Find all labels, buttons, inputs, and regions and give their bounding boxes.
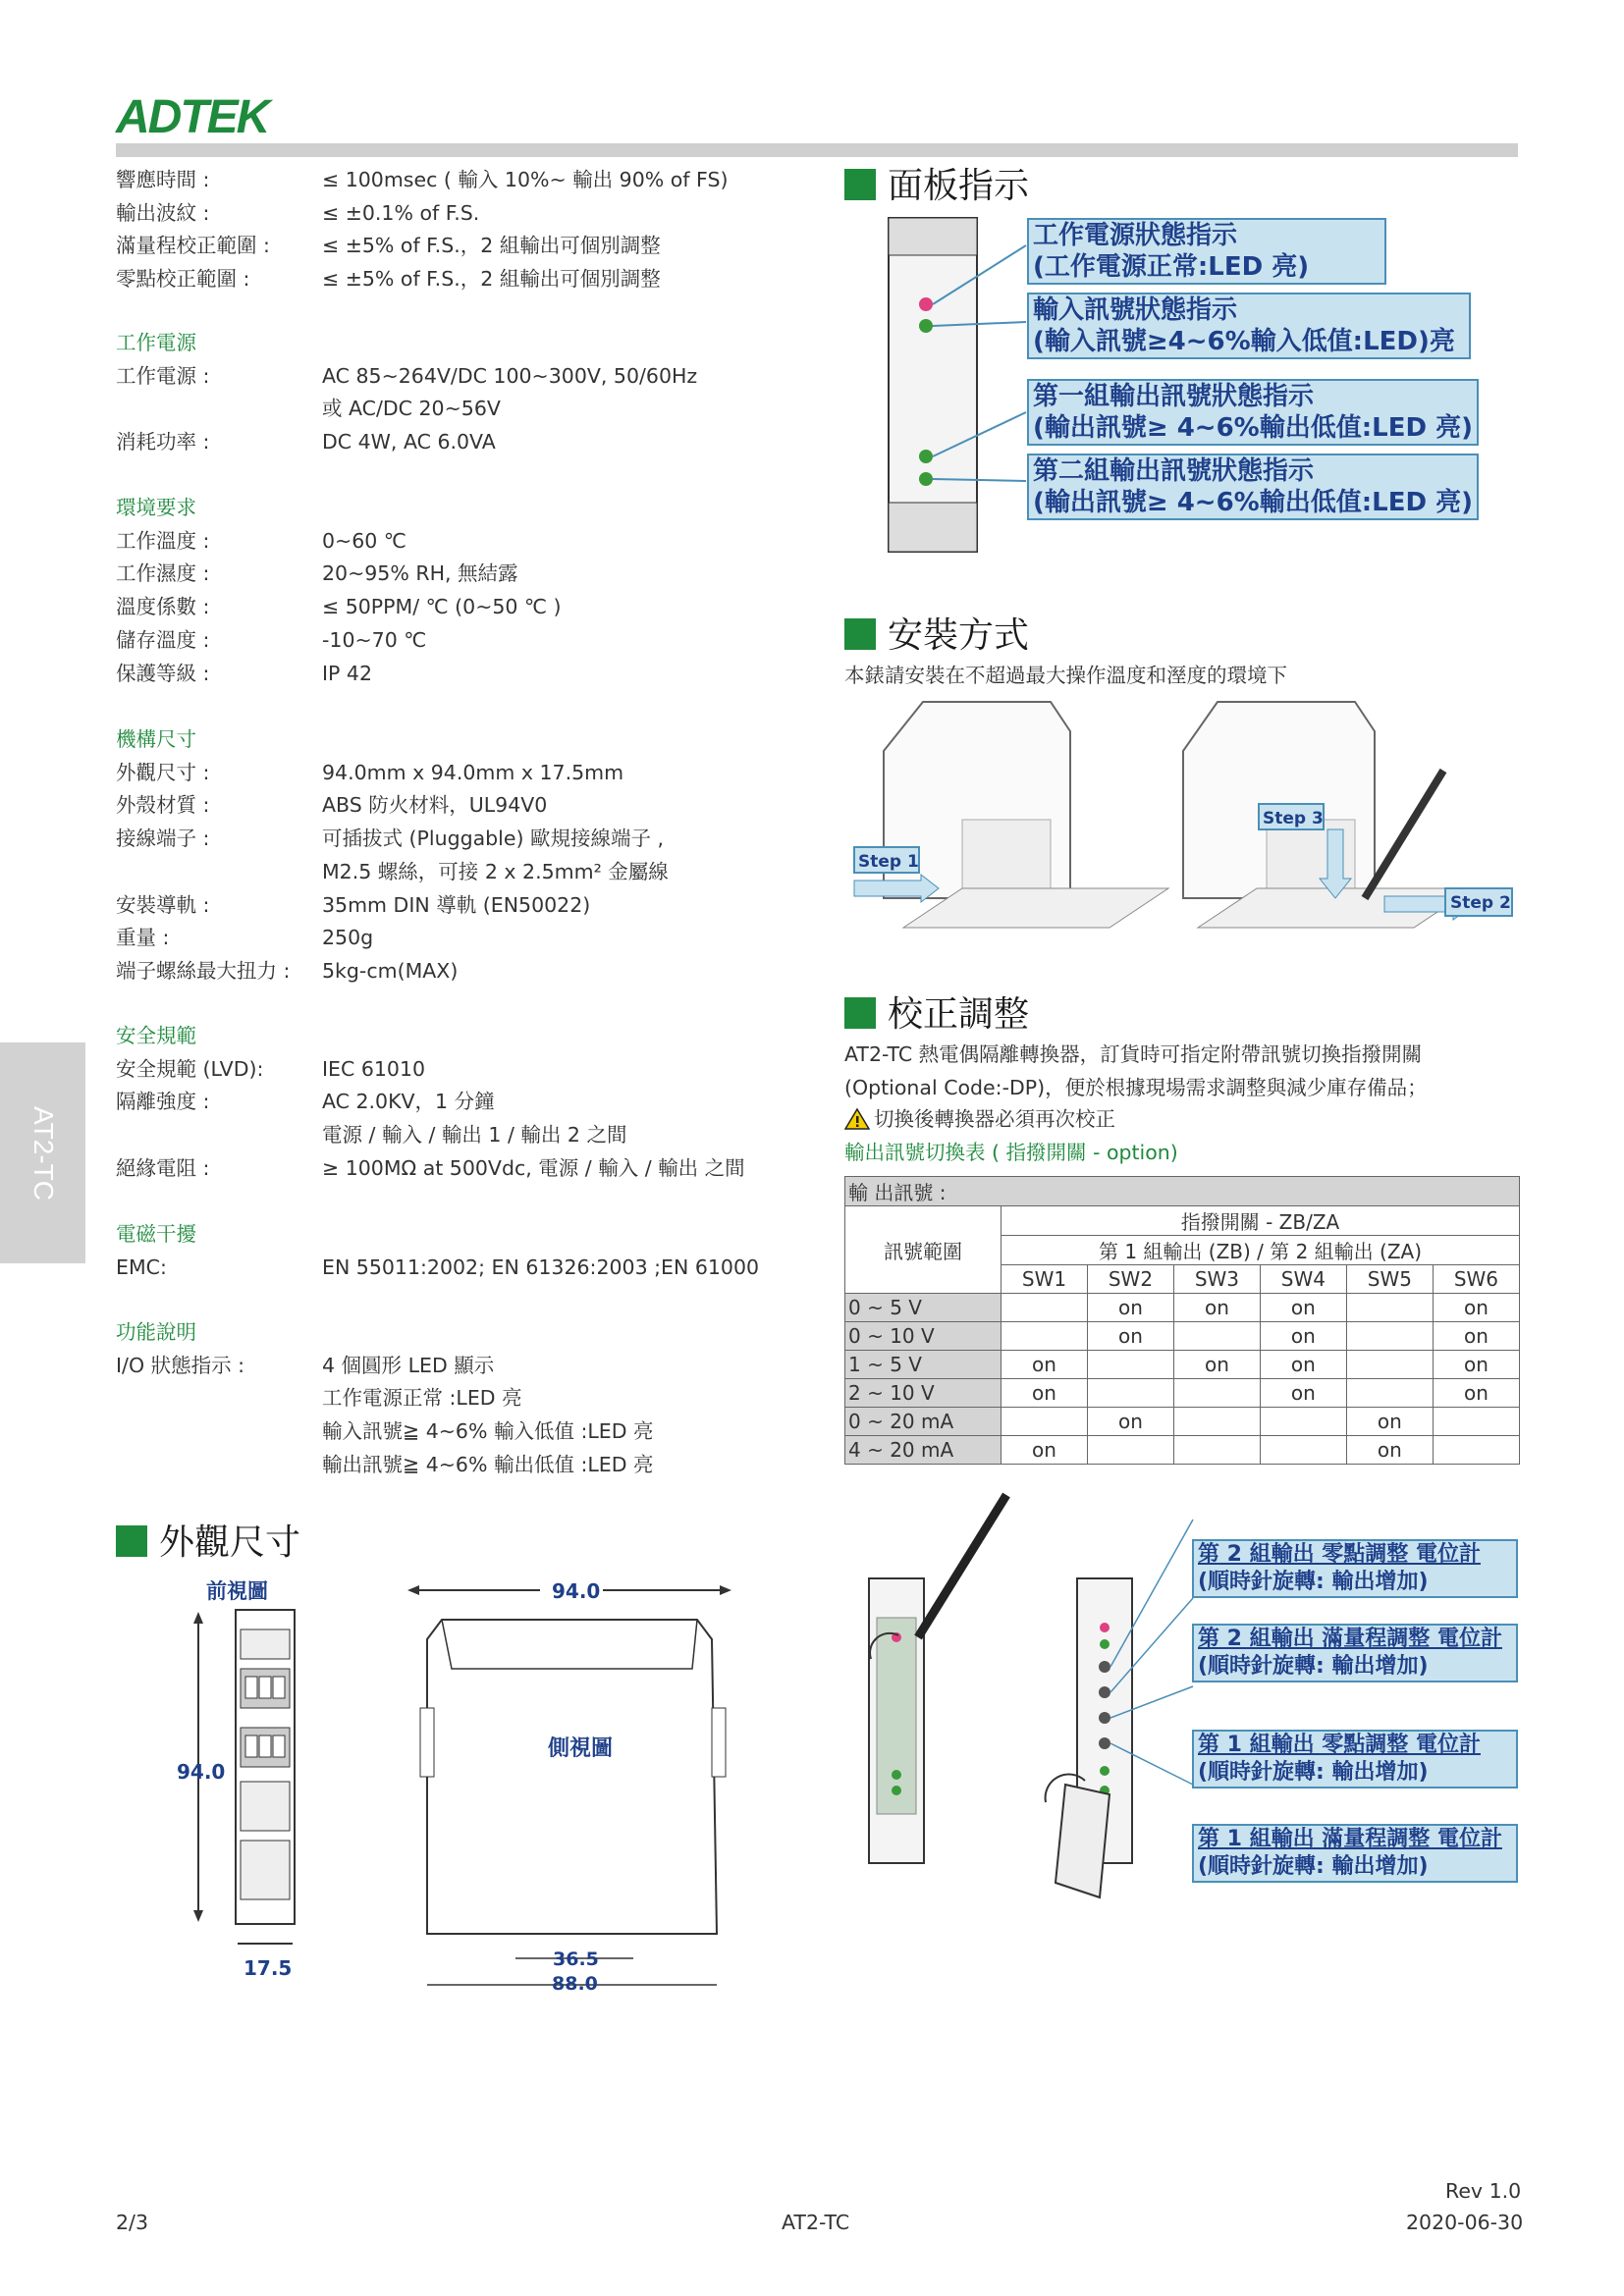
spec-key: 消耗功率 : <box>116 430 210 454</box>
pot-callout-4: 第 1 組輸出 滿量程調整 電位計 (順時針旋轉: 輸出增加) <box>1192 1824 1518 1883</box>
section-title: 環境要求 <box>116 496 196 519</box>
switch-cell <box>1173 1436 1260 1465</box>
calib-line4: 輸出訊號切換表 ( 指撥開關 - option) <box>844 1141 1178 1164</box>
switch-cell <box>1433 1408 1519 1436</box>
table-row <box>845 1408 1520 1436</box>
group-header: 第 1 組輸出 (ZB) / 第 2 組輸出 (ZA) <box>1001 1236 1520 1265</box>
switch-cell <box>1001 1408 1088 1436</box>
footer-rev: Rev 1.0 <box>1445 2179 1522 2203</box>
side-tab-label: AT2-TC <box>27 1105 59 1201</box>
table-title: 輸 出訊號 : <box>845 1177 1520 1206</box>
spec-row <box>116 855 803 888</box>
spec-key: 滿量程校正範圍 : <box>116 234 270 258</box>
calib-line2: (Optional Code:-DP)，便於根據現場需求調整與減少庫存備品； <box>844 1076 1428 1099</box>
switch-cell: on <box>1173 1351 1260 1379</box>
switch-cell: on <box>1260 1294 1346 1322</box>
spec-row <box>116 1381 803 1415</box>
switch-cell: on <box>1087 1408 1173 1436</box>
spec-value: 20~95% RH, 無結露 <box>322 561 518 586</box>
spec-value: AC 85~264V/DC 100~300V, 50/60Hz <box>322 363 698 388</box>
front-view-label: 前視圖 <box>206 1579 268 1603</box>
spec-row <box>116 425 803 458</box>
warning-icon <box>844 1107 870 1131</box>
spec-key: 隔離強度 : <box>116 1090 210 1114</box>
switch-cell: on <box>1001 1436 1088 1465</box>
switch-cell: on <box>1433 1351 1519 1379</box>
spec-value: IP 42 <box>322 661 373 685</box>
spec-row <box>116 392 803 425</box>
switch-cell: on <box>1433 1294 1519 1322</box>
spec-row <box>116 756 803 789</box>
range-cell: 4 ~ 20 mA <box>845 1436 1001 1465</box>
sw-header-cell: SW5 <box>1346 1265 1433 1294</box>
spec-row <box>116 1349 803 1382</box>
spec-row <box>116 1415 803 1448</box>
section-title: 機構尺寸 <box>116 727 196 751</box>
spec-row <box>116 921 803 954</box>
footer-date: 2020-06-30 <box>1406 2211 1524 2234</box>
step2-label: Step 2 <box>1450 893 1511 913</box>
spec-key: 端子螺絲最大扭力 : <box>116 958 291 983</box>
spec-value: -10~70 ℃ <box>322 627 427 652</box>
spec-row <box>116 1448 803 1481</box>
spec-key: 外殼材質 : <box>116 793 210 818</box>
sw-header-cell: SW2 <box>1087 1265 1173 1294</box>
panel-device-drawing <box>879 216 1036 560</box>
spec-key: 工作電源 : <box>116 363 210 388</box>
spec-key: 溫度係數 : <box>116 595 210 619</box>
pot-drawing <box>859 1490 1213 1902</box>
spec-value: 輸入訊號≧ 4~6% 輸入低值 :LED 亮 <box>322 1419 654 1444</box>
switch-cell <box>1260 1408 1346 1436</box>
switch-cell <box>1087 1436 1173 1465</box>
spec-key: 絕緣電阻 : <box>116 1155 210 1180</box>
sw-header-cell: SW3 <box>1173 1265 1260 1294</box>
spec-key: 工作溫度 : <box>116 528 210 553</box>
switch-cell: on <box>1087 1322 1173 1351</box>
pot-callout-1: 第 2 組輸出 零點調整 電位計 (順時針旋轉: 輸出增加) <box>1192 1539 1518 1598</box>
spec-value: DC 4W, AC 6.0VA <box>322 430 496 454</box>
spec-row <box>116 524 803 558</box>
switch-cell <box>1173 1408 1260 1436</box>
table-row <box>845 1436 1520 1465</box>
table-row <box>845 1379 1520 1408</box>
range-cell: 1 ~ 5 V <box>845 1351 1001 1379</box>
spec-row <box>116 822 803 855</box>
switch-cell <box>1087 1351 1173 1379</box>
range-header: 訊號範圍 <box>845 1206 1001 1294</box>
spec-value: ≤ 100msec ( 輸入 10%~ 輸出 90% of FS) <box>322 168 729 191</box>
spec-row <box>116 163 803 196</box>
spec-key: 保護等級 : <box>116 661 210 685</box>
spec-value: ABS 防火材料，UL94V0 <box>322 793 548 818</box>
spec-key: 接線端子 : <box>116 827 210 851</box>
spec-value: 電源 / 輸入 / 輸出 1 / 輸出 2 之間 <box>322 1123 627 1148</box>
step1-label: Step 1 <box>858 852 919 872</box>
dim-height-label: 94.0 <box>177 1760 226 1784</box>
calib-line1: AT2-TC 熱電偶隔離轉換器，訂貨時可指定附帶訊號切換指撥開關 <box>844 1042 1423 1066</box>
switch-cell <box>1346 1294 1433 1322</box>
switch-cell <box>1001 1322 1088 1351</box>
switch-cell <box>1346 1351 1433 1379</box>
spec-value: ≤ 50PPM/ ℃ (0~50 ℃ ) <box>322 595 562 619</box>
spec-value: ≤ ±5% of F.S.，2 組輸出可個別調整 <box>322 267 661 292</box>
table-row <box>845 1351 1520 1379</box>
side-view-label: 側視圖 <box>548 1736 614 1761</box>
spec-value: ≥ 100MΩ at 500Vdc, 電源 / 輸入 / 輸出 之間 <box>322 1155 745 1180</box>
spec-row <box>116 888 803 922</box>
spec-row <box>116 788 803 822</box>
sw-header-cell: SW1 <box>1001 1265 1088 1294</box>
spec-row <box>116 262 803 295</box>
header-bar <box>116 143 1518 157</box>
switch-cell: on <box>1346 1436 1433 1465</box>
pot-callout-3: 第 1 組輸出 零點調整 電位計 (順時針旋轉: 輸出增加) <box>1192 1730 1518 1789</box>
spec-row <box>116 590 803 623</box>
switch-cell: on <box>1346 1408 1433 1436</box>
range-cell: 0 ~ 20 mA <box>845 1408 1001 1436</box>
spec-key: 工作濕度 : <box>116 561 210 586</box>
footer-model: AT2-TC <box>782 2211 850 2234</box>
spec-row <box>116 1085 803 1118</box>
switch-cell: on <box>1260 1351 1346 1379</box>
dimension-drawing <box>157 1561 766 2002</box>
calib-line3: 切換後轉換器必須再次校正 <box>874 1107 1115 1131</box>
callout-output2: 第二組輸出訊號狀態指示 (輸出訊號≥ 4~6%輸出低值:LED 亮) <box>1027 454 1479 520</box>
install-heading: 安裝方式 <box>844 614 1029 658</box>
switch-cell <box>1346 1322 1433 1351</box>
switch-cell: on <box>1173 1294 1260 1322</box>
spec-key: I/O 狀態指示 : <box>116 1353 245 1377</box>
spec-row <box>116 1151 803 1185</box>
dip-header: 指撥開關 - ZB/ZA <box>1001 1206 1520 1236</box>
switch-table <box>844 1176 1520 1465</box>
spec-value: 0~60 ℃ <box>322 528 406 553</box>
switch-cell: on <box>1433 1322 1519 1351</box>
callout-output1: 第一組輸出訊號狀態指示 (輸出訊號≥ 4~6%輸出低值:LED 亮) <box>1027 379 1479 446</box>
spec-value: 5kg-cm(MAX) <box>322 958 459 983</box>
spec-value: ≤ ±5% of F.S.，2 組輸出可個別調整 <box>322 234 661 258</box>
range-cell: 0 ~ 10 V <box>845 1322 1001 1351</box>
spec-key: 儲存溫度 : <box>116 627 210 652</box>
step3-label: Step 3 <box>1263 809 1324 828</box>
install-desc: 本錶請安裝在不超過最大操作溫度和溼度的環境下 <box>844 664 1287 687</box>
spec-value: 或 AC/DC 20~56V <box>322 397 501 421</box>
sw-header-cell: SW4 <box>1260 1265 1346 1294</box>
side-tab <box>0 1042 85 1263</box>
dims-heading: 外觀尺寸 <box>116 1522 300 1565</box>
table-row <box>845 1294 1520 1322</box>
spec-row <box>116 1251 803 1284</box>
switch-cell <box>1346 1379 1433 1408</box>
switch-cell: on <box>1260 1322 1346 1351</box>
spec-value: EN 55011:2002; EN 61326:2003 ;EN 61000 <box>322 1255 760 1279</box>
spec-row <box>116 623 803 657</box>
section-title: 電磁干擾 <box>116 1222 196 1246</box>
range-cell: 0 ~ 5 V <box>845 1294 1001 1322</box>
section-title: 功能說明 <box>116 1320 196 1344</box>
switch-cell: on <box>1001 1351 1088 1379</box>
spec-value: ≤ ±0.1% of F.S. <box>322 200 480 225</box>
spec-value: AC 2.0KV，1 分鐘 <box>322 1090 495 1114</box>
spec-value: 工作電源正常 :LED 亮 <box>322 1386 522 1411</box>
spec-row <box>116 196 803 230</box>
spec-key: 重量 : <box>116 926 170 950</box>
spec-key: 外觀尺寸 : <box>116 760 210 784</box>
spec-key: 安裝導軌 : <box>116 892 210 917</box>
pot-callout-2: 第 2 組輸出 滿量程調整 電位計 (順時針旋轉: 輸出增加) <box>1192 1624 1518 1682</box>
dim-inner-label: 36.5 <box>553 1949 599 1970</box>
table-row <box>845 1322 1520 1351</box>
range-cell: 2 ~ 10 V <box>845 1379 1001 1408</box>
switch-cell <box>1260 1436 1346 1465</box>
spec-value: 可插拔式 (Pluggable) 歐規接線端子 , <box>322 827 665 851</box>
spec-row <box>116 359 803 393</box>
spec-key: 安全規範 (LVD): <box>116 1056 264 1081</box>
spec-value: IEC 61010 <box>322 1056 426 1081</box>
switch-cell <box>1087 1379 1173 1408</box>
spec-key: 輸出波紋 : <box>116 200 210 225</box>
spec-value: 35mm DIN 導軌 (EN50022) <box>322 892 591 917</box>
dim-top-label: 94.0 <box>552 1579 601 1603</box>
section-title: 工作電源 <box>116 331 196 354</box>
spec-key: 零點校正範圍 : <box>116 267 250 292</box>
switch-cell: on <box>1001 1379 1088 1408</box>
switch-cell <box>1433 1436 1519 1465</box>
switch-cell: on <box>1433 1379 1519 1408</box>
switch-cell <box>1173 1322 1260 1351</box>
spec-key: EMC: <box>116 1255 167 1279</box>
section-title: 安全規範 <box>116 1024 196 1047</box>
dim-bottom-label: 88.0 <box>552 1973 598 1995</box>
spec-row <box>116 657 803 690</box>
spec-row <box>116 229 803 262</box>
spec-row <box>116 1118 803 1151</box>
spec-value: 250g <box>322 926 374 950</box>
footer-page: 2/3 <box>116 2211 148 2234</box>
install-drawing <box>844 692 1522 947</box>
switch-cell: on <box>1087 1294 1173 1322</box>
spec-row <box>116 954 803 988</box>
callout-input: 輸入訊號狀態指示 (輸入訊號≥4~6%輸入低值:LED)亮 <box>1027 293 1471 359</box>
dim-width-label: 17.5 <box>244 1956 293 1980</box>
panel-heading: 面板指示 <box>844 165 1029 208</box>
spec-value: M2.5 螺絲，可接 2 x 2.5mm² 金屬線 <box>322 859 669 883</box>
spec-value: 94.0mm x 94.0mm x 17.5mm <box>322 760 624 784</box>
spec-row <box>116 1052 803 1086</box>
spec-value: 4 個圓形 LED 顯示 <box>322 1353 495 1377</box>
switch-cell <box>1173 1379 1260 1408</box>
spec-key: 響應時間 : <box>116 168 210 191</box>
brand-logo: ADTEK <box>116 91 269 143</box>
switch-cell: on <box>1260 1379 1346 1408</box>
callout-power: 工作電源狀態指示 (工作電源正常:LED 亮) <box>1027 218 1386 285</box>
sw-header-cell: SW6 <box>1433 1265 1519 1294</box>
switch-cell <box>1001 1294 1088 1322</box>
spec-row <box>116 557 803 590</box>
calib-heading: 校正調整 <box>844 993 1029 1037</box>
spec-value: 輸出訊號≧ 4~6% 輸出低值 :LED 亮 <box>322 1452 654 1476</box>
